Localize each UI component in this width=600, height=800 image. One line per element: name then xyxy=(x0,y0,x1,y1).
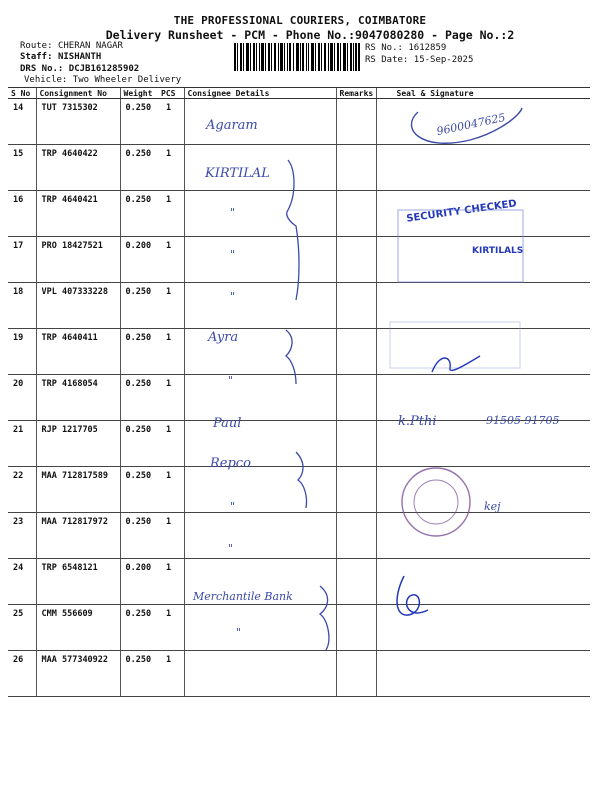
rs-date-label: RS Date: xyxy=(365,55,409,65)
cell-consignee xyxy=(184,421,336,467)
ditto-mark-r17: " xyxy=(230,248,236,261)
cell-sno: 15 xyxy=(8,145,36,191)
cell-signature xyxy=(376,605,590,651)
table-row xyxy=(8,283,590,329)
cell-weight: 0.250 xyxy=(120,513,158,559)
vehicle-label: Vehicle: xyxy=(24,75,68,85)
cell-remarks xyxy=(336,99,376,145)
cell-signature xyxy=(376,559,590,605)
cell-weight: 0.250 xyxy=(120,421,158,467)
handwritten-signature-r21: k.Pthi xyxy=(398,414,437,429)
cell-pcs: 1 xyxy=(158,283,184,329)
ditto-mark-r16: " xyxy=(230,206,236,219)
security-checked-stamp: SECURITY CHECKED xyxy=(405,198,518,225)
staff-value: NISHANTH xyxy=(57,52,102,62)
cell-weight: 0.250 xyxy=(120,99,158,145)
route-line xyxy=(20,41,123,51)
handwritten-phone-r14: 9600047625 xyxy=(435,110,507,139)
cell-weight: 0.250 xyxy=(120,191,158,237)
table-row xyxy=(8,421,590,467)
kirtilals-stamp: KIRTILALS xyxy=(472,246,524,256)
cell-pcs: 1 xyxy=(158,513,184,559)
handwritten-consignee-r22: Repco xyxy=(210,456,251,471)
cell-remarks xyxy=(336,421,376,467)
table-row xyxy=(8,467,590,513)
cell-consignee xyxy=(184,283,336,329)
cell-pcs: 1 xyxy=(158,99,184,145)
cell-pcs: 1 xyxy=(158,421,184,467)
barcode xyxy=(234,43,360,71)
cell-weight: 0.250 xyxy=(120,145,158,191)
cell-consignment: MAA 712817589 xyxy=(36,467,120,513)
rs-no-value: 1612859 xyxy=(408,43,447,53)
cell-consignment: TRP 4640421 xyxy=(36,191,120,237)
rs-no-label: RS No.: xyxy=(365,43,403,53)
handwritten-consignee-r19: Ayra xyxy=(208,330,239,345)
handwritten-consignee-r21: Paul xyxy=(213,416,242,431)
cell-consignee xyxy=(184,513,336,559)
cell-pcs: 1 xyxy=(158,237,184,283)
header-weight: Weight xyxy=(120,88,158,99)
cell-remarks xyxy=(336,467,376,513)
runsheet-title: Delivery Runsheet - PCM - Phone No.:9047080280 - Page No.:2 xyxy=(105,28,515,42)
cell-consignee xyxy=(184,329,336,375)
cell-pcs: 1 xyxy=(158,605,184,651)
header-pcs: PCS xyxy=(158,88,184,99)
table-header-row xyxy=(8,88,590,99)
rs-date-line xyxy=(365,55,473,65)
staff-label: Staff: xyxy=(20,52,53,62)
cell-consignment: PRO 18427521 xyxy=(36,237,120,283)
cell-sno: 26 xyxy=(8,651,36,697)
staff-line xyxy=(20,52,101,62)
cell-consignee xyxy=(184,375,336,421)
cell-consignment: TUT 7315302 xyxy=(36,99,120,145)
cell-remarks xyxy=(336,513,376,559)
cell-remarks xyxy=(336,651,376,697)
table-row xyxy=(8,329,590,375)
company-title: THE PROFESSIONAL COURIERS, COIMBATORE xyxy=(173,14,427,27)
cell-pcs: 1 xyxy=(158,375,184,421)
cell-signature xyxy=(376,513,590,559)
cell-signature xyxy=(376,283,590,329)
cell-consignment: TRP 4168054 xyxy=(36,375,120,421)
route-label: Route: xyxy=(20,41,53,51)
handwritten-consignee-r14: Agaram xyxy=(206,118,258,133)
handwritten-consignee-r15: KIRTILAL xyxy=(205,166,270,181)
cell-sno: 21 xyxy=(8,421,36,467)
cell-weight: 0.250 xyxy=(120,605,158,651)
cell-consignment: TRP 4640422 xyxy=(36,145,120,191)
handwritten-phone-r21: 91505 91705 xyxy=(486,414,560,427)
cell-sno: 24 xyxy=(8,559,36,605)
cell-pcs: 1 xyxy=(158,467,184,513)
cell-consignment: RJP 1217705 xyxy=(36,421,120,467)
vehicle-value: Two Wheeler Delivery xyxy=(72,75,182,85)
cell-consignee xyxy=(184,605,336,651)
rs-date-value: 15-Sep-2025 xyxy=(413,55,474,65)
cell-consignment: CMM 556609 xyxy=(36,605,120,651)
ditto-mark-r23: " xyxy=(230,500,236,513)
table-row xyxy=(8,605,590,651)
ditto-mark-r20: " xyxy=(228,374,234,387)
cell-consignee xyxy=(184,651,336,697)
cell-sno: 23 xyxy=(8,513,36,559)
cell-weight: 0.250 xyxy=(120,651,158,697)
cell-consignment: TRP 4640411 xyxy=(36,329,120,375)
ditto-mark-r18: " xyxy=(230,290,236,303)
cell-sno: 17 xyxy=(8,237,36,283)
cell-signature xyxy=(376,467,590,513)
cell-signature xyxy=(376,237,590,283)
header-consignee: Consignee Details xyxy=(184,88,336,99)
table-row xyxy=(8,191,590,237)
cell-signature xyxy=(376,651,590,697)
ditto-mark-r26: " xyxy=(236,626,242,639)
runsheet-table xyxy=(8,87,590,697)
cell-sno: 22 xyxy=(8,467,36,513)
cell-consignment: VPL 407333228 xyxy=(36,283,120,329)
cell-remarks xyxy=(336,605,376,651)
cell-signature xyxy=(376,329,590,375)
drs-value: DCJB161285902 xyxy=(68,64,140,74)
header-remarks: Remarks xyxy=(336,88,376,99)
cell-sno: 18 xyxy=(8,283,36,329)
cell-remarks xyxy=(336,559,376,605)
cell-sno: 14 xyxy=(8,99,36,145)
table-row xyxy=(8,513,590,559)
drs-line xyxy=(20,64,139,74)
cell-pcs: 1 xyxy=(158,651,184,697)
cell-remarks xyxy=(336,237,376,283)
cell-remarks xyxy=(336,145,376,191)
cell-consignee xyxy=(184,191,336,237)
cell-consignment: TRP 6548121 xyxy=(36,559,120,605)
cell-weight: 0.200 xyxy=(120,237,158,283)
cell-sno: 16 xyxy=(8,191,36,237)
table-row xyxy=(8,559,590,605)
rs-no-line xyxy=(365,43,446,53)
cell-remarks xyxy=(336,375,376,421)
cell-sno: 20 xyxy=(8,375,36,421)
cell-pcs: 1 xyxy=(158,145,184,191)
ditto-mark-r24: " xyxy=(228,542,234,555)
cell-sno: 25 xyxy=(8,605,36,651)
cell-remarks xyxy=(336,283,376,329)
cell-weight: 0.250 xyxy=(120,375,158,421)
table-row xyxy=(8,145,590,191)
cell-signature xyxy=(376,145,590,191)
cell-consignment: MAA 712817972 xyxy=(36,513,120,559)
route-value: CHERAN NAGAR xyxy=(57,41,123,51)
cell-pcs: 1 xyxy=(158,559,184,605)
cell-weight: 0.250 xyxy=(120,283,158,329)
cell-weight: 0.250 xyxy=(120,467,158,513)
cell-weight: 0.250 xyxy=(120,329,158,375)
cell-remarks xyxy=(336,191,376,237)
handwritten-consignee-r25: Merchantile Bank xyxy=(193,590,293,603)
header-sno: S No xyxy=(8,88,36,99)
header-consignment: Consignment No xyxy=(36,88,120,99)
vehicle-line xyxy=(24,75,181,85)
cell-remarks xyxy=(336,329,376,375)
cell-pcs: 1 xyxy=(158,191,184,237)
header-seal-signature: Seal & Signature xyxy=(376,88,590,99)
cell-pcs: 1 xyxy=(158,329,184,375)
table-row xyxy=(8,237,590,283)
cell-sno: 19 xyxy=(8,329,36,375)
table-row xyxy=(8,651,590,697)
drs-label: DRS No.: xyxy=(20,64,64,74)
handwritten-signature-r23: kej xyxy=(484,500,501,513)
cell-consignee xyxy=(184,467,336,513)
cell-consignment: MAA 577340922 xyxy=(36,651,120,697)
cell-consignee xyxy=(184,237,336,283)
cell-weight: 0.200 xyxy=(120,559,158,605)
